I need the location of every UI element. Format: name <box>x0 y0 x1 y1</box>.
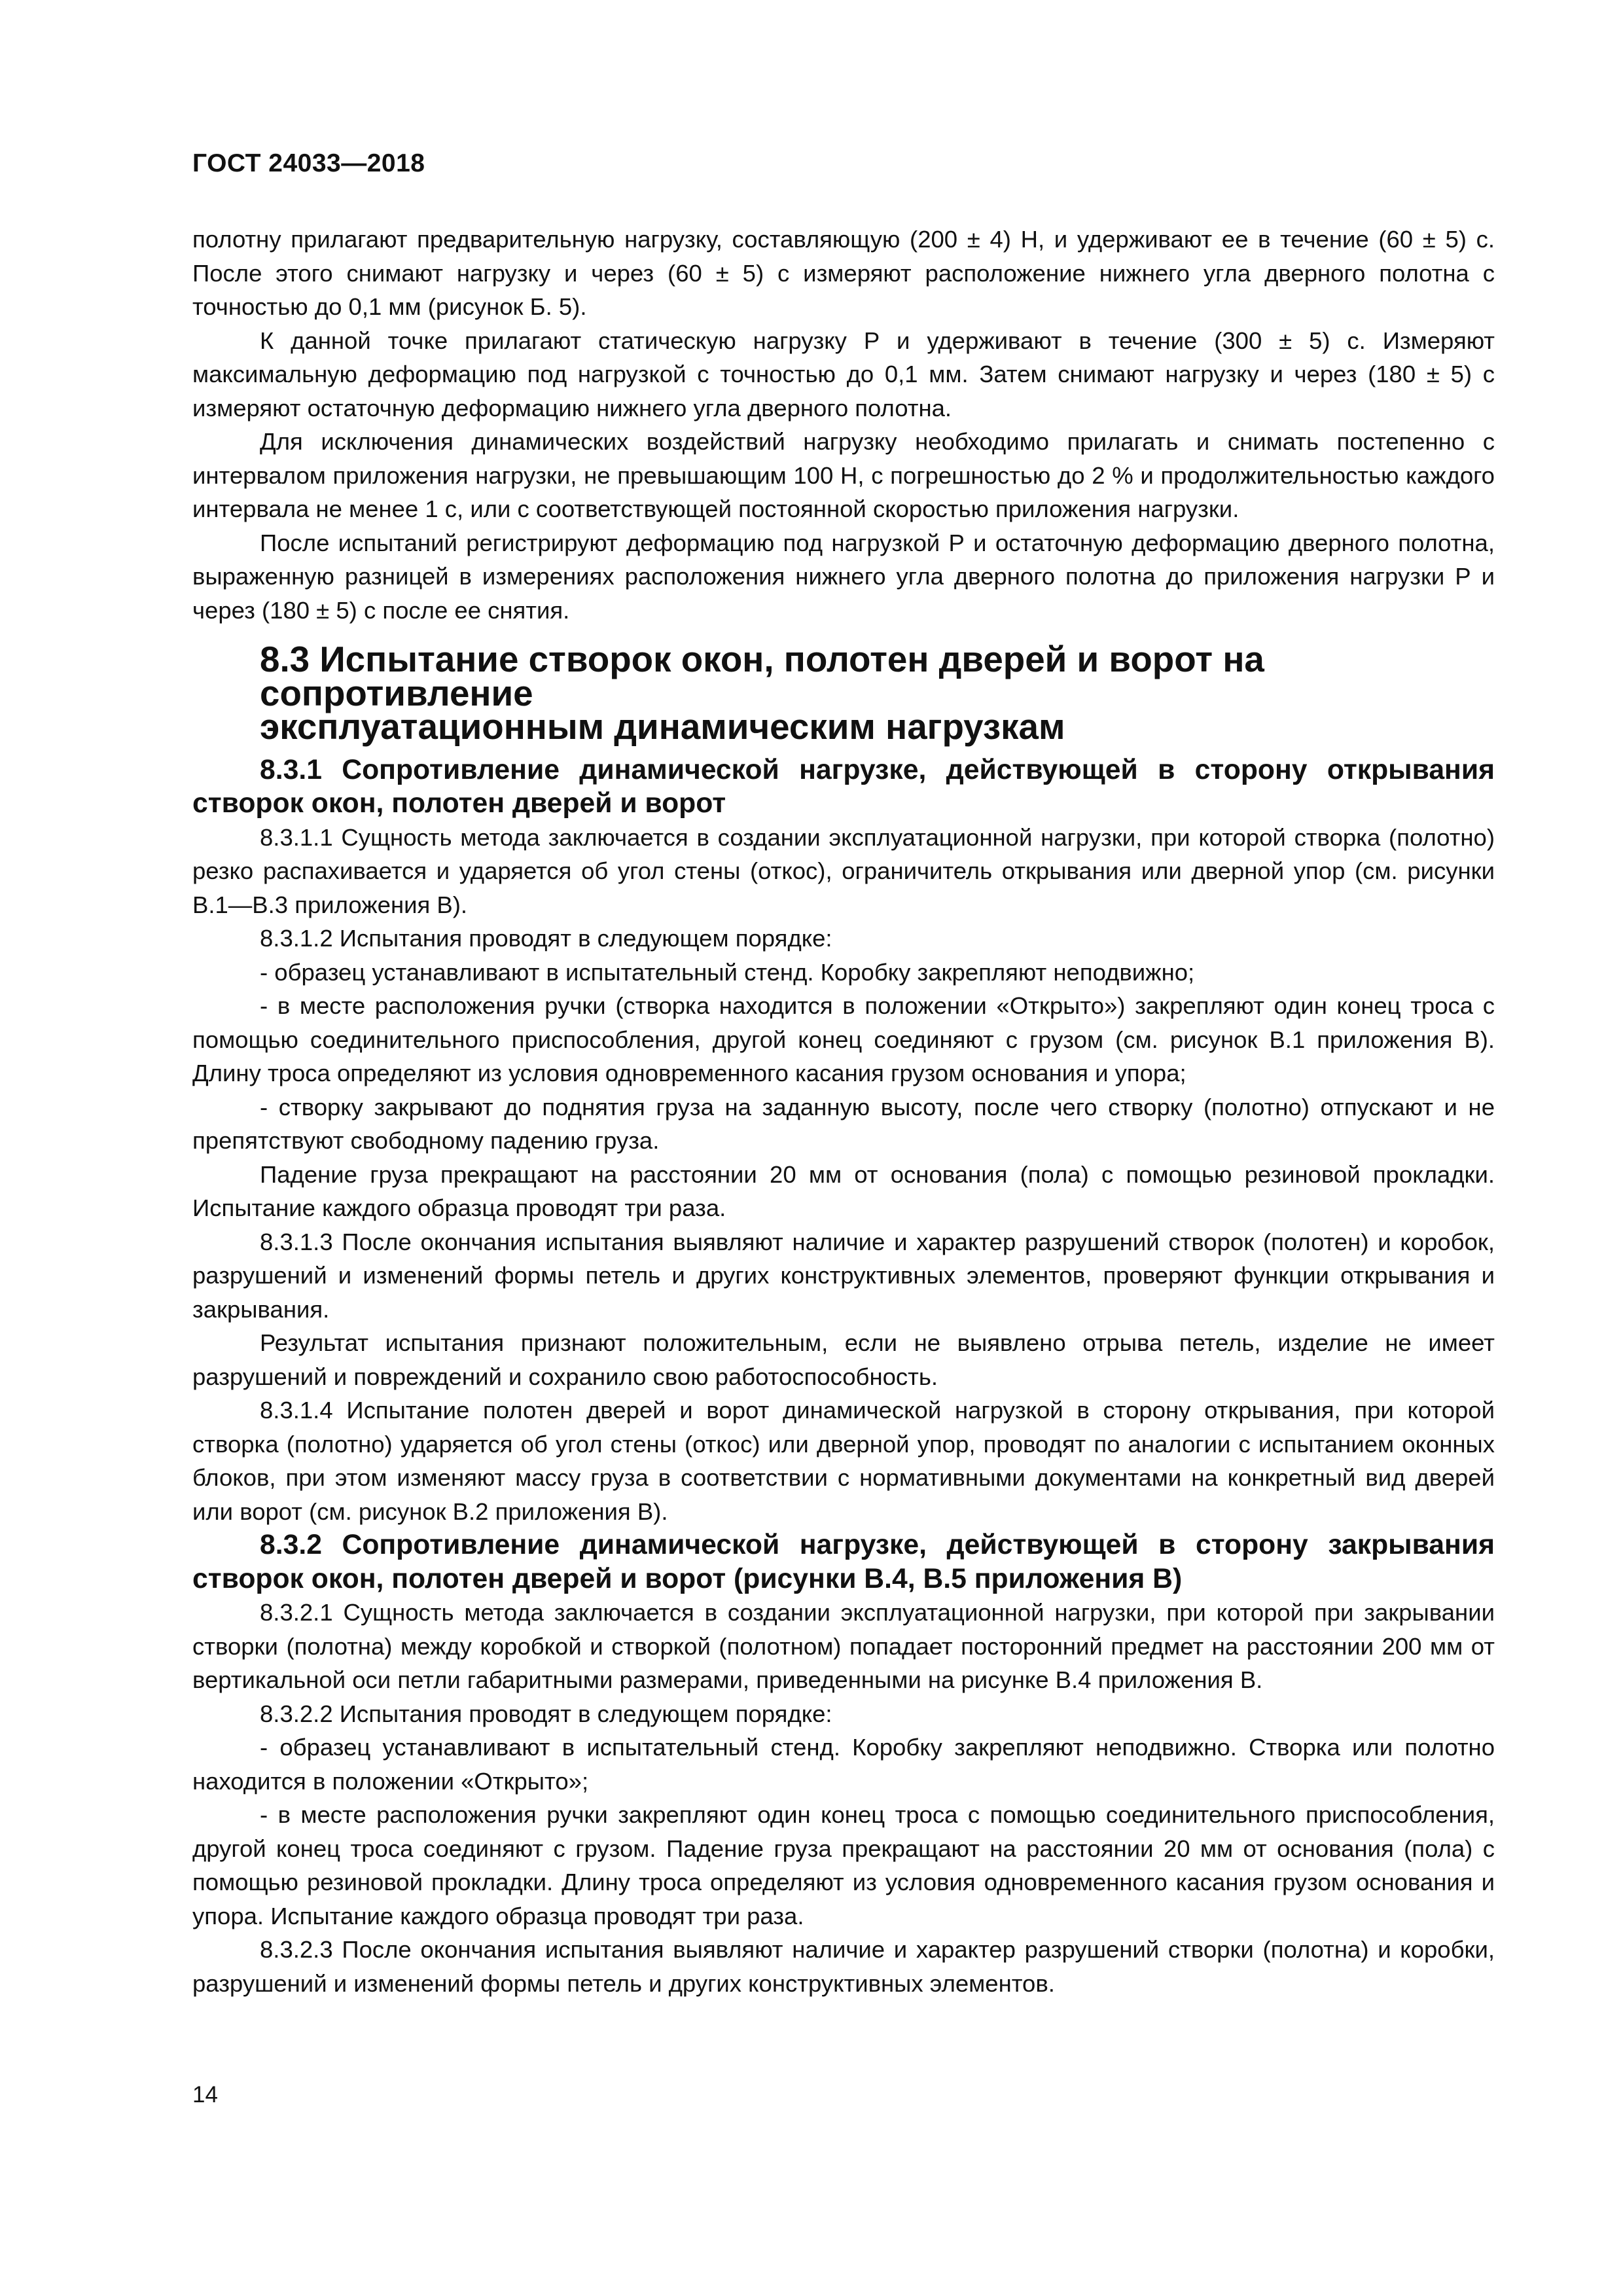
section-8-3-heading-line-1: 8.3 Испытание створок окон, полотен дверей и ворот на сопротивление <box>260 639 1264 713</box>
paragraph-continuation: полотну прилагают предварительную нагрузку, составляющую (200 ± 4) Н, и удерживают ее в течение (60 ± 5) с. После этого снимают нагрузку и через (60 ± 5) с измеряют расположение нижнего угла дверного полотна с точностью до 0,1 мм (рисунок Б. 5). <box>192 226 1495 320</box>
paragraph-registration: После испытаний регистрируют деформацию под нагрузкой Р и остаточную деформацию дверного полотна, выраженную разницей в измерениях расположения нижнего угла дверного полотна до приложения нагрузки Р и через (180 ± 5) с после ее снятия. <box>192 529 1495 624</box>
list-item: - в месте расположения ручки закрепляют один конец троса с помощью соединительного приспособления, другой конец троса соединяют с грузом. Падение груза прекращают на расстоянии 20 мм от основания (пола) с помощью резиновой прокладки. Длину троса определяют из условия одновременного касания грузом основания и упора. Испытание каждого образца проводят три раза. <box>192 1801 1495 1929</box>
clause-8-3-1-4: 8.3.1.4 Испытание полотен дверей и ворот динамической нагрузкой в сторону открывания, при которой створка (полотно) ударяется об угол стены (откос) или дверной упор, проводят по аналогии с испытанием оконных блоков, при этом изменяют массу груза в соответствии с нормативными документами на конкретный вид дверей или ворот (см. рисунок В.2 приложения В). <box>192 1397 1495 1525</box>
list-item: - в месте расположения ручки (створка находится в положении «Открыто») закрепляют один конец троса с помощью соединительного приспособления, другой конец соединяют с грузом (см. рисунок В.1 приложения В). Длину троса определяют из условия одновременного касания грузом основания и упора; <box>192 992 1495 1086</box>
list-item: - створку закрывают до поднятия груза на заданную высоту, после чего створку (полотно) отпускают и не препятствуют свободному падению груза. <box>192 1093 1495 1154</box>
paragraph-static-load: К данной точке прилагают статическую нагрузку Р и удерживают в течение (300 ± 5) с. Измеряют максимальную деформацию под нагрузкой с точностью до 0,1 мм. Затем снимают нагрузку и через (180 ± 5) с измеряют остаточную деформацию нижнего угла дверного полотна. <box>192 327 1495 422</box>
clause-8-3-2-1: 8.3.2.1 Сущность метода заключается в создании эксплуатационной нагрузки, при которой при закрывании створки (полотна) между коробкой и створкой (полотном) попадает посторонний предмет на расстоянии 200 мм от вертикальной оси петли габаритными размерами, приведенными на рисунке В.4 приложения В. <box>192 1599 1495 1693</box>
list-item: - образец устанавливают в испытательный стенд. Коробку закрепляют неподвижно. Створка или полотно находится в положении «Открыто»; <box>192 1734 1495 1795</box>
page-body <box>192 223 1495 2000</box>
page-number: 14 <box>192 2082 218 2108</box>
clause-8-3-1-3: 8.3.1.3 После окончания испытания выявляют наличие и характер разрушений створок (полотен) и коробок, разрушений и изменений формы петель и других конструктивных элементов, проверяют функции открывания и закрывания. <box>192 1228 1495 1323</box>
paragraph-test-result: Результат испытания признают положительным, если не выявлено отрыва петель, изделие не имеет разрушений и повреждений и сохранило свою работоспособность. <box>192 1329 1495 1390</box>
paragraph-load-fall: Падение груза прекращают на расстоянии 20 мм от основания (пола) с помощью резиновой прокладки. Испытание каждого образца проводят три раза. <box>192 1160 1495 1221</box>
document-header-code: ГОСТ 24033—2018 <box>192 149 425 177</box>
clause-8-3-1-1: 8.3.1.1 Сущность метода заключается в создании эксплуатационной нагрузки, при которой створка (полотно) резко распахивается и ударяется об угол стены (откос), ограничитель открывания или дверной упор (см. рисунки В.1—В.3 приложения В). <box>192 823 1495 918</box>
section-8-3-heading <box>192 639 1495 747</box>
clause-8-3-1-2: 8.3.1.2 Испытания проводят в следующем порядке: <box>260 925 832 952</box>
section-8-3-1-heading: 8.3.1 Сопротивление динамической нагрузке, действующей в сторону открывания створок окон, полотен дверей и ворот <box>192 753 1495 819</box>
section-8-3-heading-line-2: эксплуатационным динамическим нагрузкам <box>260 706 1065 747</box>
paragraph-dynamic-exclusion: Для исключения динамических воздействий нагрузку необходимо прилагать и снимать постепенно с интервалом приложения нагрузки, не превышающим 100 Н, с погрешностью до 2 % и продолжительностью каждого интервала не менее 1 с, или с соответствующей постоянной скоростью приложения нагрузки. <box>192 428 1495 522</box>
clause-8-3-2-3: 8.3.2.3 После окончания испытания выявляют наличие и характер разрушений створки (полотна) и коробки, разрушений и изменений формы петель и других конструктивных элементов. <box>192 1936 1495 1997</box>
section-8-3-2-heading: 8.3.2 Сопротивление динамической нагрузке, действующей в сторону закрывания створок окон, полотен дверей и ворот (рисунки В.4, В.5 приложения В) <box>192 1529 1495 1594</box>
list-item: - образец устанавливают в испытательный стенд. Коробку закрепляют неподвижно; <box>260 958 1195 986</box>
clause-8-3-2-2: 8.3.2.2 Испытания проводят в следующем порядке: <box>260 1700 832 1727</box>
